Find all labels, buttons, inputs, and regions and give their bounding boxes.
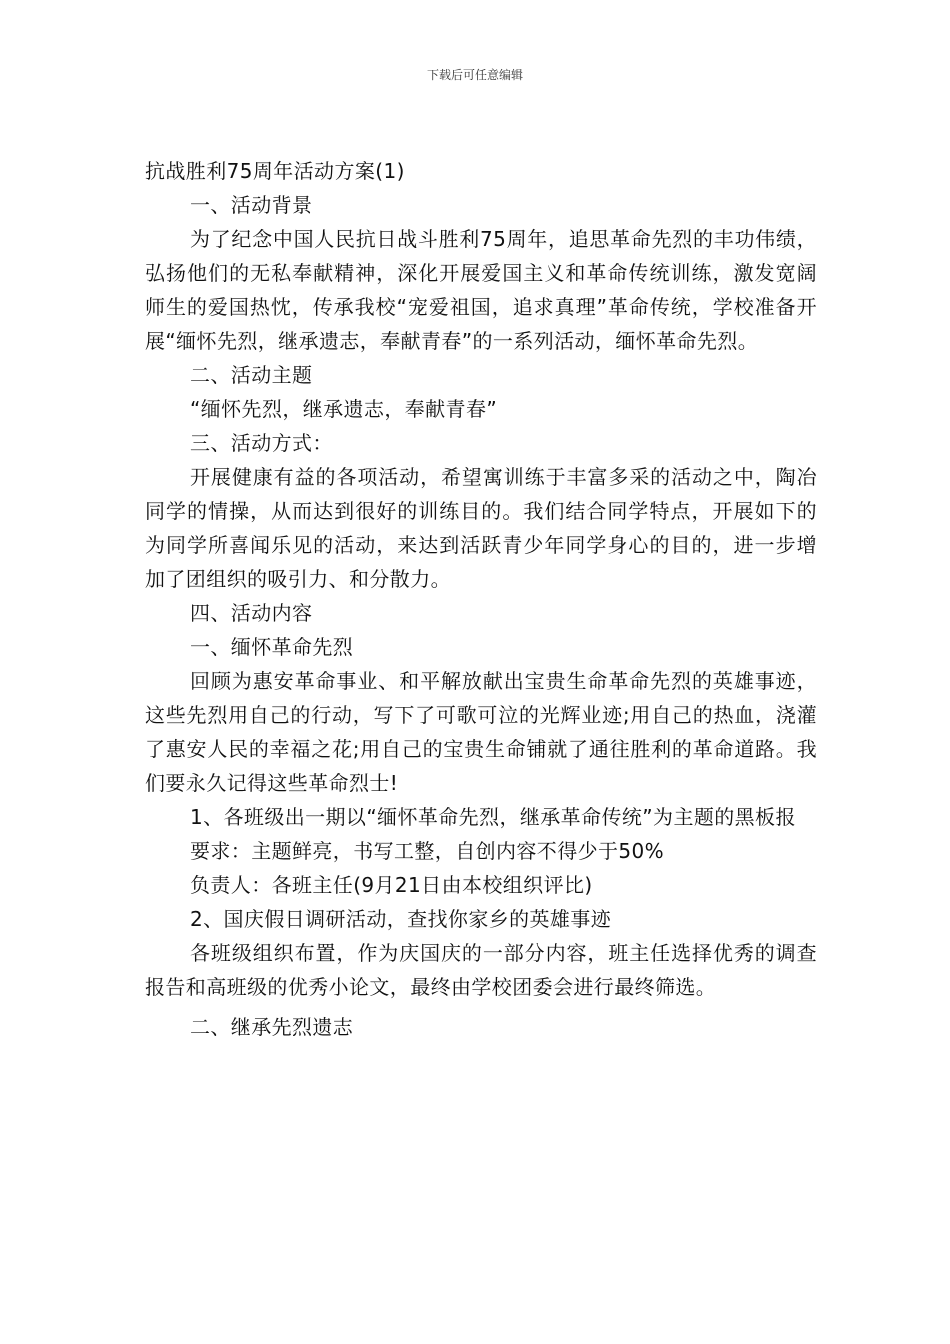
document-body [145, 154, 817, 1044]
responsible-line: 负责人：各班主任(9月21日由本校组织评比) [190, 873, 593, 897]
subsection-heading-inherit: 二、继承先烈遗志 [190, 1015, 354, 1039]
list-item-blackboard: 1、各班级出一期以“缅怀革命先烈，继承革命传统”为主题的黑板报 [190, 805, 796, 829]
section-heading-method: 三、活动方式： [190, 431, 333, 455]
paragraph-research: 各班级组织布置，作为庆国庆的一部分内容，班主任选择优秀的调查报告和高班级的优秀小论文，最终由学校团委会进行最终筛选。 [145, 941, 817, 999]
paragraph-remember: 回顾为惠安革命事业、和平解放献出宝贵生命革命先烈的英雄事迹，这些先烈用自己的行动，写下了可歌可泣的光辉业迹;用自己的热血，浇灌了惠安人民的幸福之花;用自己的宝贵生命铺就了通往胜利的革命道路。我们要永久记得这些革命烈士! [145, 669, 817, 795]
section-heading-theme: 二、活动主题 [190, 363, 313, 387]
section-heading-content: 四、活动内容 [190, 601, 313, 625]
document-title: 抗战胜利75周年活动方案(1) [145, 159, 405, 183]
section-heading-background: 一、活动背景 [190, 193, 313, 217]
subsection-heading-remember: 一、缅怀革命先烈 [190, 635, 354, 659]
paragraph-background: 为了纪念中国人民抗日战斗胜利75周年，追思革命先烈的丰功伟绩，弘扬他们的无私奉献精神，深化开展爱国主义和革命传统训练，激发宽阔师生的爱国热忱，传承我校“宠爱祖国，追求真理”革命传统，学校准备开展“缅怀先烈，继承遗志，奉献青春”的一系列活动，缅怀革命先烈。 [145, 227, 817, 353]
list-item-research: 2、国庆假日调研活动，查找你家乡的英雄事迹 [190, 907, 612, 931]
page-header-note: 下载后可任意编辑 [426, 68, 523, 82]
requirement-line: 要求：主题鲜亮，书写工整，自创内容不得少于50% [190, 839, 665, 863]
paragraph-method: 开展健康有益的各项活动，希望寓训练于丰富多采的活动之中，陶冶同学的情操，从而达到很好的训练目的。我们结合同学特点，开展如下的为同学所喜闻乐见的活动，来达到活跃青少年同学身心的目的，进一步增加了团组织的吸引力、和分散力。 [145, 465, 817, 591]
paragraph-theme: “缅怀先烈，继承遗志，奉献青春” [190, 397, 498, 421]
